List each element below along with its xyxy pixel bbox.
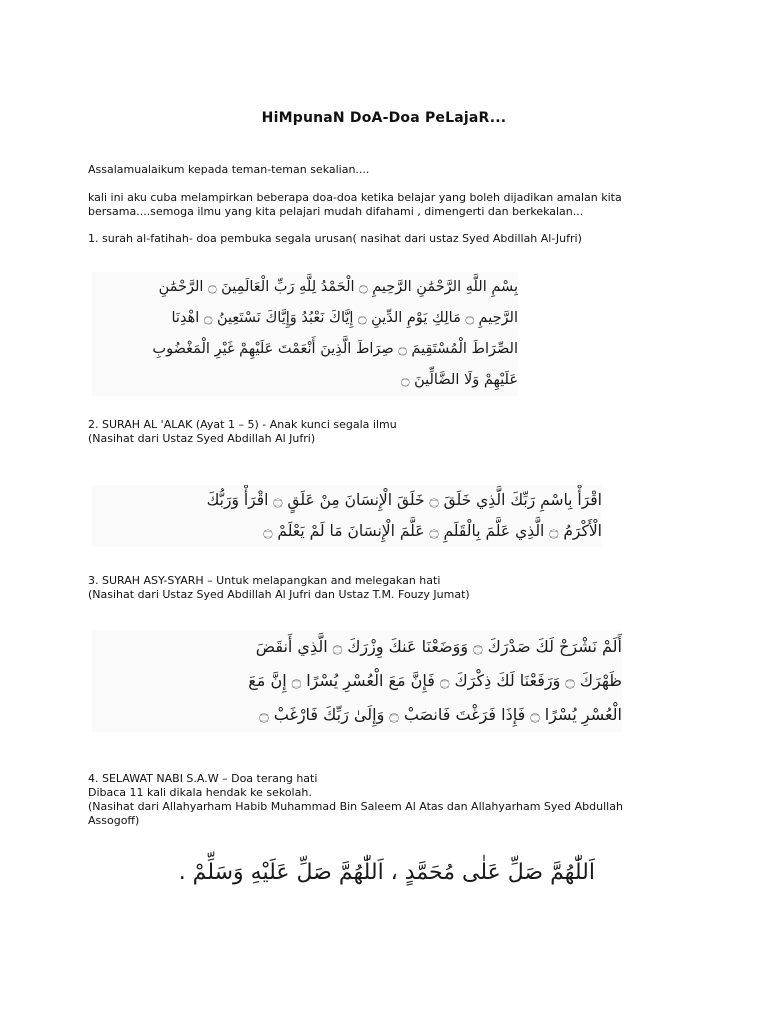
section-1-arabic-text	[92, 272, 518, 396]
section-3-heading: 3. SURAH ASY-SYARH – Untuk melapangkan and melegakan hati (Nasihat dari Ustaz Syed Abdillah Al Jufri dan Ustaz T.M. Fouzy Jumat)	[88, 574, 470, 601]
arabic-line: الْعُسْرِ يُسْرًا ۝ فَإِذَا فَرَغْتَ فَانصَبْ ۝ وَإِلَىٰ رَبِّكَ فَارْغَبْ ۝	[259, 705, 622, 724]
document-title: HiMpunaN DoA-Doa PeLajaR...	[261, 110, 507, 126]
arabic-line: عَلَيْهِمْ وَلَا الضَّالِّينَ ۝	[400, 372, 518, 388]
arabic-line: اقْرَأْ بِاسْمِ رَبِّكَ الَّذِي خَلَقَ ۝ خَلَقَ الْإِنسَانَ مِنْ عَلَقٍ ۝ اقْرَأْ وَرَبُّكَ	[206, 491, 602, 509]
arabic-line: أَلَمْ نَشْرَحْ لَكَ صَدْرَكَ ۝ وَوَضَعْنَا عَنكَ وِزْرَكَ ۝ الَّذِي أَنقَضَ	[255, 637, 622, 656]
section-4-arabic-text	[95, 850, 595, 896]
section-3-arabic-text	[92, 630, 622, 732]
arabic-line: الرَّحِيمِ ۝ مَالِكِ يَوْمِ الدِّينِ ۝ إِيَّاكَ نَعْبُدُ وَإِيَّاكَ نَسْتَعِينُ ۝ اهْدِنَا	[171, 310, 518, 326]
arabic-line: الْأَكْرَمُ ۝ الَّذِي عَلَّمَ بِالْقَلَمِ ۝ عَلَّمَ الْإِنسَانَ مَا لَمْ يَعْلَمْ ۝	[263, 522, 602, 540]
arabic-line: اَللّٰهُمَّ صَلِّ عَلٰى مُحَمَّدٍ ، اَللّٰهُمَّ صَلِّ عَلَيْهِ وَسَلِّمْ .	[178, 860, 595, 885]
section-2-heading: 2. SURAH AL 'ALAK (Ayat 1 – 5) - Anak kunci segala ilmu (Nasihat dari Ustaz Syed Abdillah Al Jufri)	[88, 418, 397, 445]
section-2-arabic-text	[92, 485, 602, 547]
arabic-line: الصِّرَاطَ الْمُسْتَقِيمَ ۝ صِرَاطَ الَّذِينَ أَنْعَمْتَ عَلَيْهِمْ غَيْرِ الْمَغْضُوبِ	[152, 341, 518, 357]
section-4-heading: 4. SELAWAT NABI S.A.W – Doa terang hati Dibaca 11 kali dikala hendak ke sekolah. (Nasihat dari Allahyarham Habib Muhammad Bin Saleem Al Atas dan Allahyarham Syed Abdullah Assogoff)	[88, 772, 623, 827]
arabic-line: بِسْمِ اللَّهِ الرَّحْمَٰنِ الرَّحِيمِ ۝ الْحَمْدُ لِلَّهِ رَبِّ الْعَالَمِينَ ۝ الرَّحْمَٰنِ	[158, 279, 518, 295]
intro-paragraph: kali ini aku cuba melampirkan beberapa doa-doa ketika belajar yang boleh dijadikan amalan kita bersama....semoga ilmu yang kita pelajari mudah difahami , dimengerti dan berkekalan...	[88, 191, 622, 218]
section-1-heading: 1. surah al-fatihah- doa pembuka segala urusan( nasihat dari ustaz Syed Abdillah Al-Jufri)	[88, 232, 582, 245]
arabic-line: ظَهْرَكَ ۝ وَرَفَعْنَا لَكَ ذِكْرَكَ ۝ فَإِنَّ مَعَ الْعُسْرِ يُسْرًا ۝ إِنَّ مَعَ	[248, 671, 622, 690]
greeting-text: Assalamualaikum kepada teman-teman sekalian....	[88, 163, 370, 176]
